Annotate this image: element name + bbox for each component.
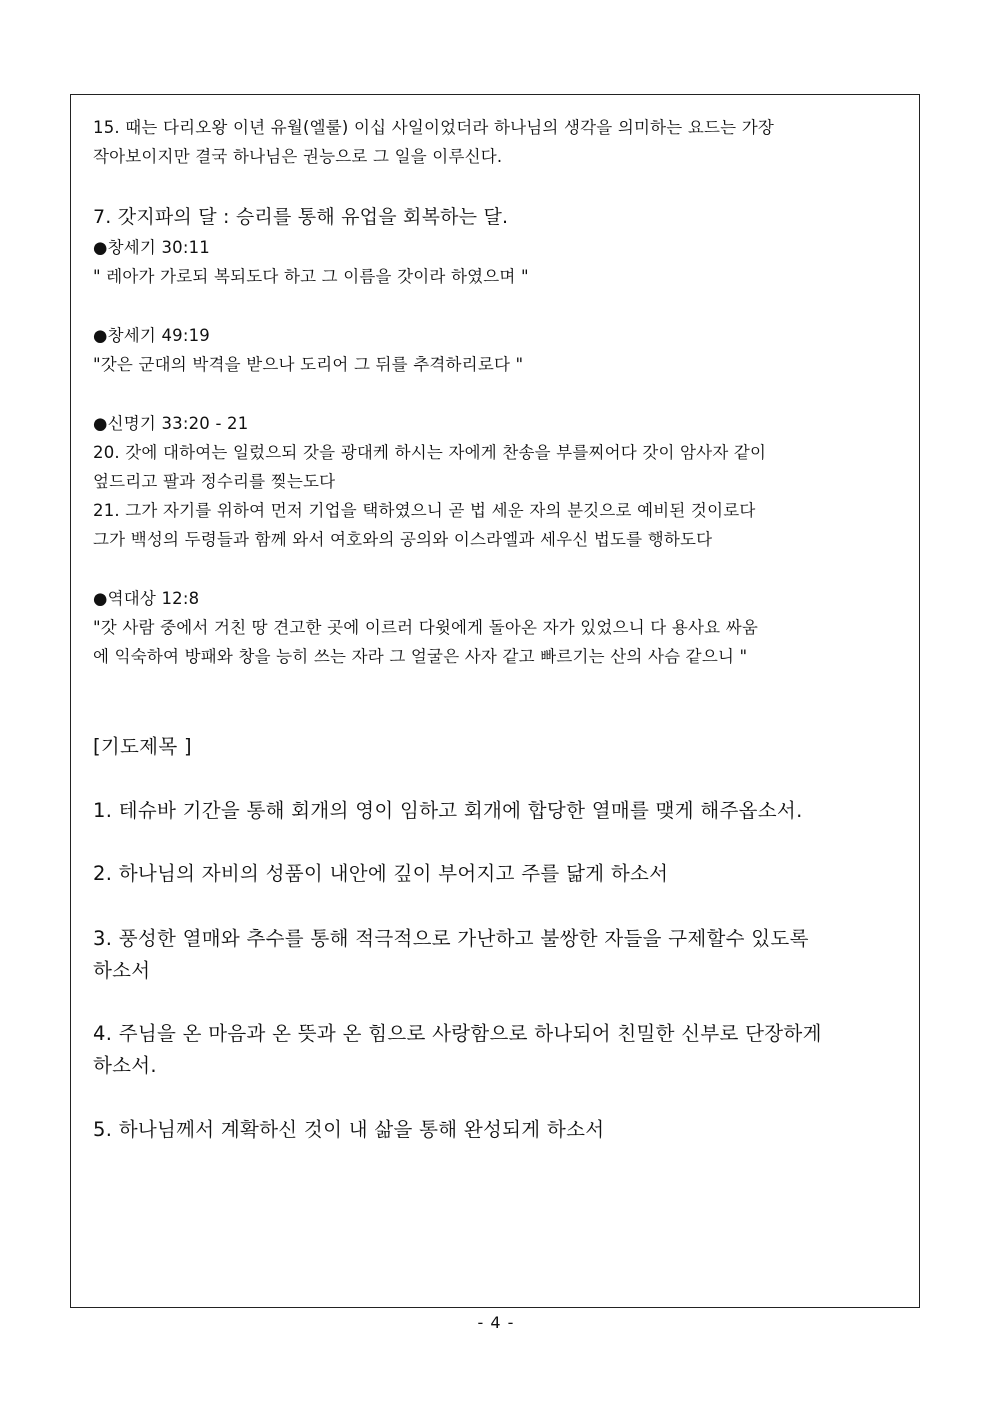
- scripture-ref: ●창세기 49:19: [93, 326, 211, 345]
- scripture-text: 그가 백성의 두령들과 함께 와서 여호와의 공의와 이스라엘과 세우신 법도를 행하도다: [93, 530, 713, 549]
- scripture-text: "갓 사람 중에서 거친 땅 견고한 곳에 이르러 다윗에게 돌아온 자가 있었으니 다 용사요 싸움: [93, 618, 759, 637]
- prayer-item: 5. 하나님께서 계확하신 것이 내 삶을 통해 완성되게 하소서: [93, 1118, 605, 1141]
- prayer-item: 2. 하나님의 자비의 성품이 내안에 깊이 부어지고 주를 닮게 하소서: [93, 862, 669, 885]
- prayer-item-continued: 하소서.: [93, 1054, 157, 1077]
- prayer-item: 1. 테슈바 기간을 통해 회개의 영이 임하고 회개에 합당한 열매를 맺게 해주옵소서.: [93, 799, 803, 822]
- scripture-text: 에 익숙하여 방패와 창을 능히 쓰는 자라 그 얼굴은 사자 같고 빠르기는 산의 사슴 같으니 ": [93, 647, 748, 666]
- scripture-text: "갓은 군대의 박격을 받으나 도리어 그 뒤를 추격하리로다 ": [93, 355, 524, 374]
- scripture-text: 20. 갓에 대하여는 일렀으되 갓을 광대케 하시는 자에게 찬송을 부를찌어다 갓이 암사자 같이: [93, 443, 767, 462]
- scripture-ref: ●역대상 12:8: [93, 589, 200, 608]
- scripture-ref: ●신명기 33:20 - 21: [93, 414, 249, 433]
- section-7-heading: 7. 갓지파의 달 : 승리를 통해 유업을 회복하는 달.: [93, 206, 509, 228]
- verse-15-line-2: 작아보이지만 결국 하나님은 권능으로 그 일을 이루신다.: [93, 147, 503, 166]
- prayer-item-continued: 하소서: [93, 959, 151, 982]
- page-number: - 4 -: [477, 1313, 515, 1332]
- scripture-text: 엎드리고 팔과 정수리를 찢는도다: [93, 472, 336, 491]
- prayer-item: 3. 풍성한 열매와 추수를 통해 적극적으로 가난하고 불쌍한 자들을 구제할수 있도록: [93, 927, 809, 950]
- prayer-title: [기도제목 ]: [93, 735, 192, 758]
- scripture-text: 21. 그가 자기를 위하여 먼저 기업을 택하였으니 곧 법 세운 자의 분깃으로 예비된 것이로다: [93, 501, 756, 520]
- scripture-ref: ●창세기 30:11: [93, 238, 211, 257]
- scripture-text: " 레아가 가로되 복되도다 하고 그 이름을 갓이라 하였으며 ": [93, 267, 529, 286]
- verse-15-line-1: 15. 때는 다리오왕 이년 유월(엘룰) 이십 사일이었더라 하나님의 생각을 의미하는 요드는 가장: [93, 118, 775, 137]
- prayer-item: 4. 주님을 온 마음과 온 뜻과 온 힘으로 사랑함으로 하나되어 친밀한 신부로 단장하게: [93, 1022, 822, 1045]
